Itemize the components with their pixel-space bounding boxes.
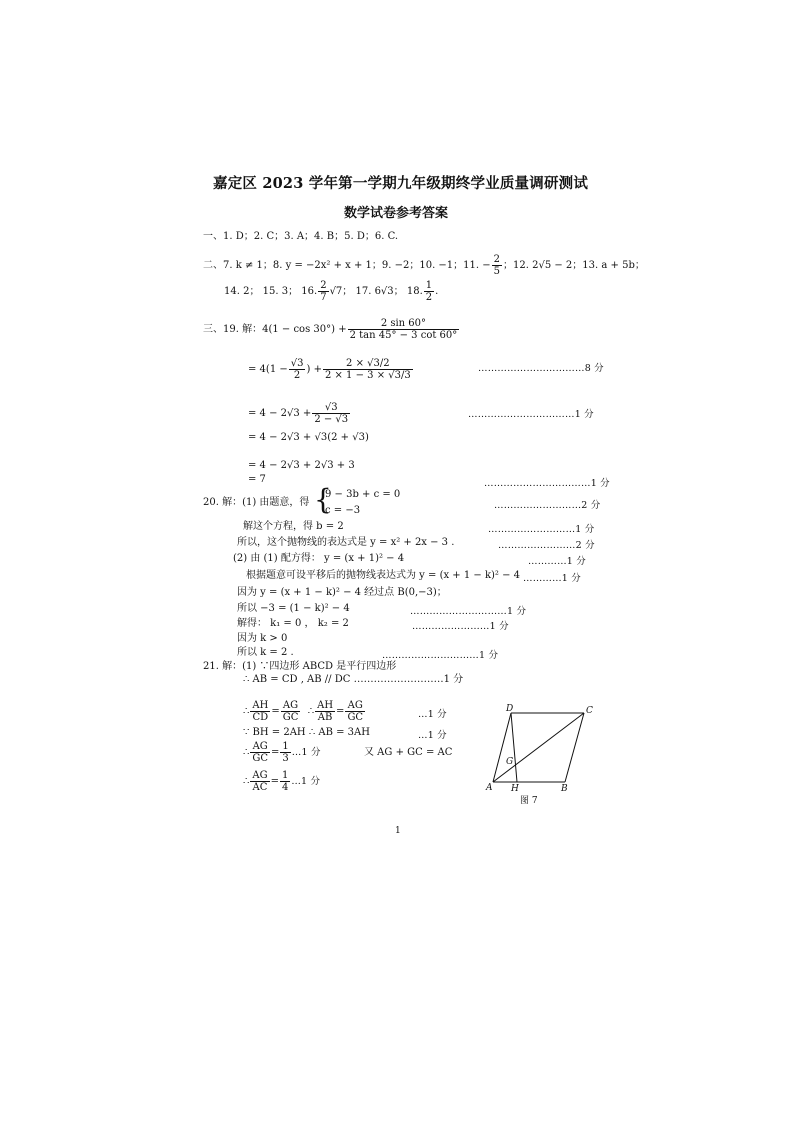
label-d: D — [506, 704, 514, 714]
fraction-numerator: 2 sin 60° — [348, 318, 460, 330]
answer-q16-fraction — [318, 280, 328, 303]
q20-line6: 所以 −3 = (1 − k)² − 4 — [237, 603, 350, 614]
q20-line7: 解得： k₁ = 0 ， k₂ = 2 — [237, 618, 349, 629]
equals-sign: = — [271, 706, 280, 717]
q19-step1-fraction2 — [323, 358, 413, 381]
page-title: 嘉定区 2023 学年第一学期九年级期终学业质量调研测试 — [213, 175, 589, 192]
q20-line7-score: ……………………1 分 — [412, 621, 509, 632]
page-subtitle: 数学试卷参考答案 — [344, 206, 449, 221]
q19-step5: = 7 — [248, 474, 266, 485]
q21-label: 21. 解：(1) ∵四边形 ABCD 是平行四边形 — [203, 661, 397, 672]
q19-label: 三、19. 解： — [203, 324, 263, 335]
fraction-denominator: 2 × 1 − 3 × √3/3 — [324, 370, 411, 381]
q20-line6-score: …………………………1 分 — [410, 606, 527, 617]
fraction-denominator: AB — [317, 712, 333, 723]
answer-q16-tail: √7； — [329, 286, 353, 297]
fraction-numerator: √3 — [312, 402, 350, 414]
answer-q17: 17. 6√3； — [355, 286, 404, 297]
fraction-denominator: 5 — [493, 266, 501, 277]
q20-line1: 解这个方程，得 b = 2 — [243, 521, 344, 532]
fraction-numerator: √3 — [290, 358, 304, 369]
section2-row1 — [203, 254, 645, 277]
q19-step4: = 4 − 2√3 + 2√3 + 3 — [248, 460, 355, 471]
fraction-numerator: AG — [250, 741, 270, 753]
q20-line5: 因为 y = (x + 1 − k)² − 4 经过点 B(0,−3)； — [237, 587, 447, 598]
edge-ad — [493, 713, 514, 782]
fraction-numerator: 1 — [425, 280, 433, 291]
q19-step3: = 4 − 2√3 + √3(2 + √3) — [248, 432, 369, 443]
label-a: A — [486, 783, 493, 793]
equals-sign: = — [270, 776, 279, 787]
fraction-denominator: 2 tan 45° − 3 cot 60° — [349, 330, 458, 341]
fraction-numerator: 2 — [493, 254, 501, 265]
system-brace: { — [314, 483, 332, 516]
q20-line9: 所以 k = 2 . — [237, 647, 294, 658]
q20-label: 20. 解：(1) 由题意，得 — [203, 497, 310, 508]
fraction-numerator: AG — [252, 770, 268, 781]
q21-line4 — [243, 741, 321, 764]
label-g: G — [506, 757, 514, 767]
figure-caption: 图 7 — [520, 796, 538, 806]
fraction-numerator: 2 × √3/2 — [323, 358, 413, 370]
q20-line2: 所以，这个抛物线的表达式是 y = x² + 2x − 3 . — [237, 537, 455, 548]
q20-eq1: 9 − 3b + c = 0 — [325, 489, 401, 500]
q21-line5 — [243, 770, 320, 793]
q19-expression — [203, 318, 460, 341]
label-c: C — [586, 706, 593, 716]
q21-l5-frac — [250, 770, 269, 793]
q21-line4-extra: 又 AG + GC = AC — [364, 747, 453, 758]
answer-q16-label: 16. — [301, 286, 318, 297]
fraction-denominator: 2 — [425, 292, 433, 303]
answer-q7: 7. k ≠ 1； — [223, 260, 273, 271]
answer-q11-label: 11. − — [463, 260, 491, 271]
fraction-denominator: AC — [252, 782, 268, 793]
therefore-symbol: ∴ — [243, 706, 250, 717]
q21-l2-frac3 — [315, 700, 335, 723]
q21-line4-score: …1 分 — [291, 747, 321, 758]
fraction-denominator: 3 — [282, 753, 289, 764]
fraction-numerator: 1 — [281, 770, 289, 781]
q21-line3-score: …1 分 — [418, 730, 447, 741]
answer-q8: 8. y = −2x² + x + 1； — [272, 260, 382, 271]
q19-step1-left: = 4(1 − — [248, 364, 288, 375]
q19-expr-fraction — [348, 318, 460, 341]
figure-parallelogram — [482, 700, 602, 810]
q20-line9-score: …………………………1 分 — [382, 650, 499, 661]
q21-l5-rfrac — [280, 770, 290, 793]
q20-line2-score: ……………………2 分 — [498, 540, 595, 551]
q21-l2-frac2 — [281, 700, 301, 723]
q19-step1-score: ……………………………8 分 — [478, 363, 604, 374]
fraction-numerator: AG — [281, 700, 301, 712]
answer-q9: 9. −2； — [381, 260, 420, 271]
section1-answers: 一、1. D；2. C；3. A；4. B；5. D；6. C. — [203, 231, 399, 242]
q20-line8: 因为 k > 0 — [237, 633, 288, 644]
q20-eq2: c = −3 — [325, 505, 361, 516]
q21-l2-frac1 — [250, 700, 270, 723]
q20-line1-score: ………………………1 分 — [488, 524, 595, 535]
segment-dh — [511, 713, 517, 782]
fraction-numerator: AH — [252, 700, 269, 711]
q19-step2-score: ……………………………1 分 — [468, 409, 594, 420]
fraction-denominator: GC — [282, 712, 299, 723]
fraction-denominator: CD — [252, 712, 269, 723]
q21-l2-frac4 — [345, 700, 365, 723]
q19-step2-fraction — [312, 402, 350, 425]
q21-line2 — [243, 700, 366, 723]
therefore-symbol: ∴ — [307, 706, 315, 717]
fraction-denominator: 2 − √3 — [314, 414, 349, 425]
q19-step5-score: ……………………………1 分 — [484, 478, 610, 489]
fraction-denominator: 7 — [320, 292, 327, 303]
q20-line4-score: …………1 分 — [523, 573, 581, 584]
section2-prefix: 二、 — [203, 260, 223, 271]
edge-cb — [565, 713, 584, 782]
q21-line1: ∴ AB = CD , AB // DC ………………………1 分 — [243, 674, 464, 685]
section2-row2 — [224, 280, 438, 303]
q21-l4-frac — [250, 741, 270, 764]
q21-line2-score: …1 分 — [418, 709, 447, 720]
answer-q18-tail: . — [435, 286, 439, 297]
q20-line4: 根据题意可设平移后的抛物线表达式为 y = (x + 1 − k)² − 4 — [246, 570, 521, 581]
fraction-numerator: AG — [345, 700, 365, 712]
fraction-denominator: 4 — [281, 782, 289, 793]
fraction-numerator: 1 — [282, 741, 289, 752]
q21-line3: ∵ BH = 2AH ∴ AB = 3AH — [243, 727, 370, 738]
page-number: 1 — [395, 826, 401, 836]
q19-expr-left: 4(1 − cos 30°) + — [262, 324, 347, 335]
answer-q12: ；12. 2√5 − 2； — [503, 260, 583, 271]
q20-line3-score: …………1 分 — [528, 556, 586, 567]
answer-q14: 14. 2； — [224, 286, 260, 297]
label-b: B — [561, 784, 568, 794]
q21-line5-score: …1 分 — [291, 776, 321, 787]
answer-q11-fraction — [492, 254, 502, 277]
answer-q18-label: 18. — [406, 286, 423, 297]
q19-step2 — [248, 402, 351, 425]
q19-step1-fraction1 — [289, 358, 306, 381]
q20-line3: (2) 由 (1) 配方得： y = (x + 1)² − 4 — [233, 553, 405, 564]
q20-eq-score: ………………………2 分 — [494, 500, 601, 511]
q21-l4-rfrac — [280, 741, 290, 764]
answer-q18-fraction — [424, 280, 434, 303]
q19-step1 — [248, 358, 414, 381]
equals-sign: = — [336, 706, 345, 717]
therefore-symbol: ∴ — [243, 747, 250, 758]
fraction-denominator: 2 — [293, 370, 301, 381]
fraction-denominator: GC — [347, 712, 364, 723]
answer-q13: 13. a + 5b； — [582, 260, 645, 271]
fraction-denominator: GC — [252, 753, 269, 764]
fraction-numerator: AH — [317, 700, 334, 711]
label-h: H — [511, 784, 519, 794]
answer-q10: 10. −1； — [419, 260, 464, 271]
diagonal-ac — [493, 713, 584, 782]
q19-step1-mid: ) + — [306, 364, 322, 375]
equals-sign: = — [271, 747, 280, 758]
answer-q15: 15. 3； — [262, 286, 299, 297]
fraction-numerator: 2 — [320, 280, 327, 291]
q19-step2-left: = 4 − 2√3 + — [248, 408, 312, 419]
therefore-symbol: ∴ — [243, 776, 250, 787]
